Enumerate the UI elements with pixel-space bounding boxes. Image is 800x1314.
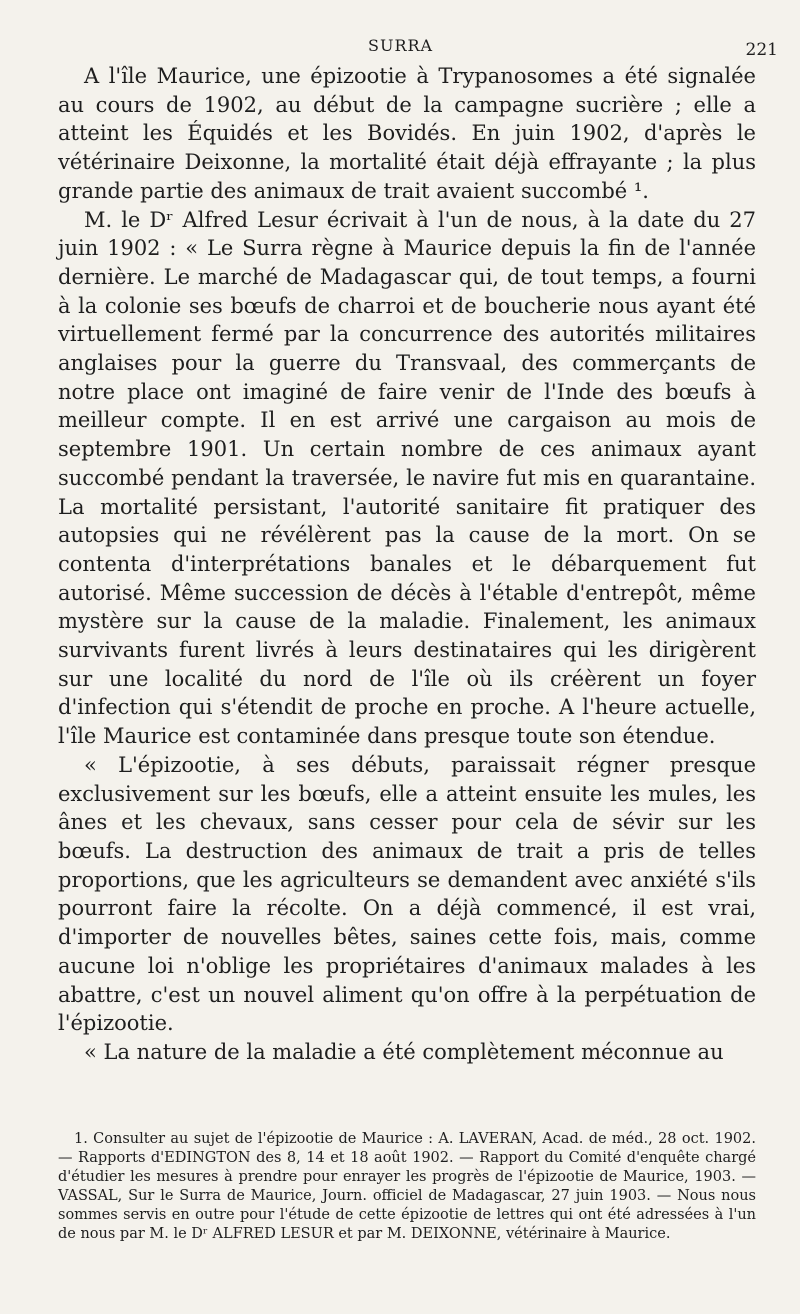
footnotes — [58, 1130, 756, 1244]
paragraph: M. le Dʳ Alfred Lesur écrivait à l'un de nous, à la date du 27 juin 1902 : « Le Surra règne à Maurice depuis la fin de l'année dernière. Le marché de Madagascar qui, de tout temps, a fourni à la colonie ses bœufs de charroi et de boucherie nous ayant été virtuellement fermé par la concurrence des autorités militaires anglaises pour la guerre du Transvaal, des commerçants de notre place ont imaginé de faire venir de l'Inde des bœufs à meilleur compte. Il en est arrivé une cargaison au mois de septembre 1901. Un certain nombre de ces animaux ayant succombé pendant la traversée, le navire fut mis en quarantaine. La mortalité persistant, l'autorité sanitaire fit pratiquer des autopsies qui ne révélèrent pas la cause de la mort. On se contenta d'interprétations banales et le débarquement fut autorisé. Même succession de décès à l'étable d'entrepôt, même mystère sur la cause de la maladie. Finalement, les animaux survivants furent livrés à leurs destinataires qui les dirigèrent sur une localité du nord de l'île où ils créèrent un foyer d'infection qui s'étendit de proche en proche. A l'heure actuelle, l'île Maurice est contaminée dans presque toute son étendue. — [58, 207, 756, 749]
running-head: SURRA — [368, 36, 434, 55]
footnote: 1. Consulter au sujet de l'épizootie de Maurice : A. LAVERAN, Acad. de méd., 28 oct. 1902. — Rapports d'EDINGTON des 8, 14 et 18 août 1902. — Rapport du Comité d'enquête chargé d'étudier les mesures à prendre pour enrayer les progrès de l'épizootie de Maurice, 1903. — VASSAL, Sur le Surra de Maurice, Journ. officiel de Madagascar, 27 juin 1903. — Nous nous sommes servis en outre pour l'étude de cette épizootie de lettres qui ont été adressées à l'un de nous par M. le Dʳ ALFRED LESUR et par M. DEIXONNE, vétérinaire à Maurice. — [58, 1131, 756, 1242]
paragraph: A l'île Maurice, une épizootie à Trypanosomes a été signalée au cours de 1902, au début de la campagne sucrière ; elle a atteint les Équidés et les Bovidés. En juin 1902, d'après le vétérinaire Deixonne, la mortalité était déjà effrayante ; la plus grande partie des animaux de trait avaient succombé ¹. — [58, 64, 756, 203]
body-text — [58, 62, 756, 1067]
page-header — [0, 32, 800, 62]
paragraph: « L'épizootie, à ses débuts, paraissait régner presque exclusivement sur les bœufs, elle a atteint ensuite les mules, les ânes et les chevaux, sans cesser pour cela de sévir sur les bœufs. La destruction des animaux de trait a pris de telles proportions, que les agriculteurs se demandent avec anxiété s'ils pourront faire la récolte. On a déjà commencé, il est vrai, d'importer de nouvelles bêtes, saines cette fois, mais, comme aucune loi n'oblige les propriétaires d'animaux malades à les abattre, c'est un nouvel aliment qu'on offre à la perpétuation de l'épizootie. — [58, 752, 756, 1036]
page-number: 221 — [745, 40, 778, 60]
paragraph: « La nature de la maladie a été complètement méconnue au — [84, 1039, 724, 1064]
